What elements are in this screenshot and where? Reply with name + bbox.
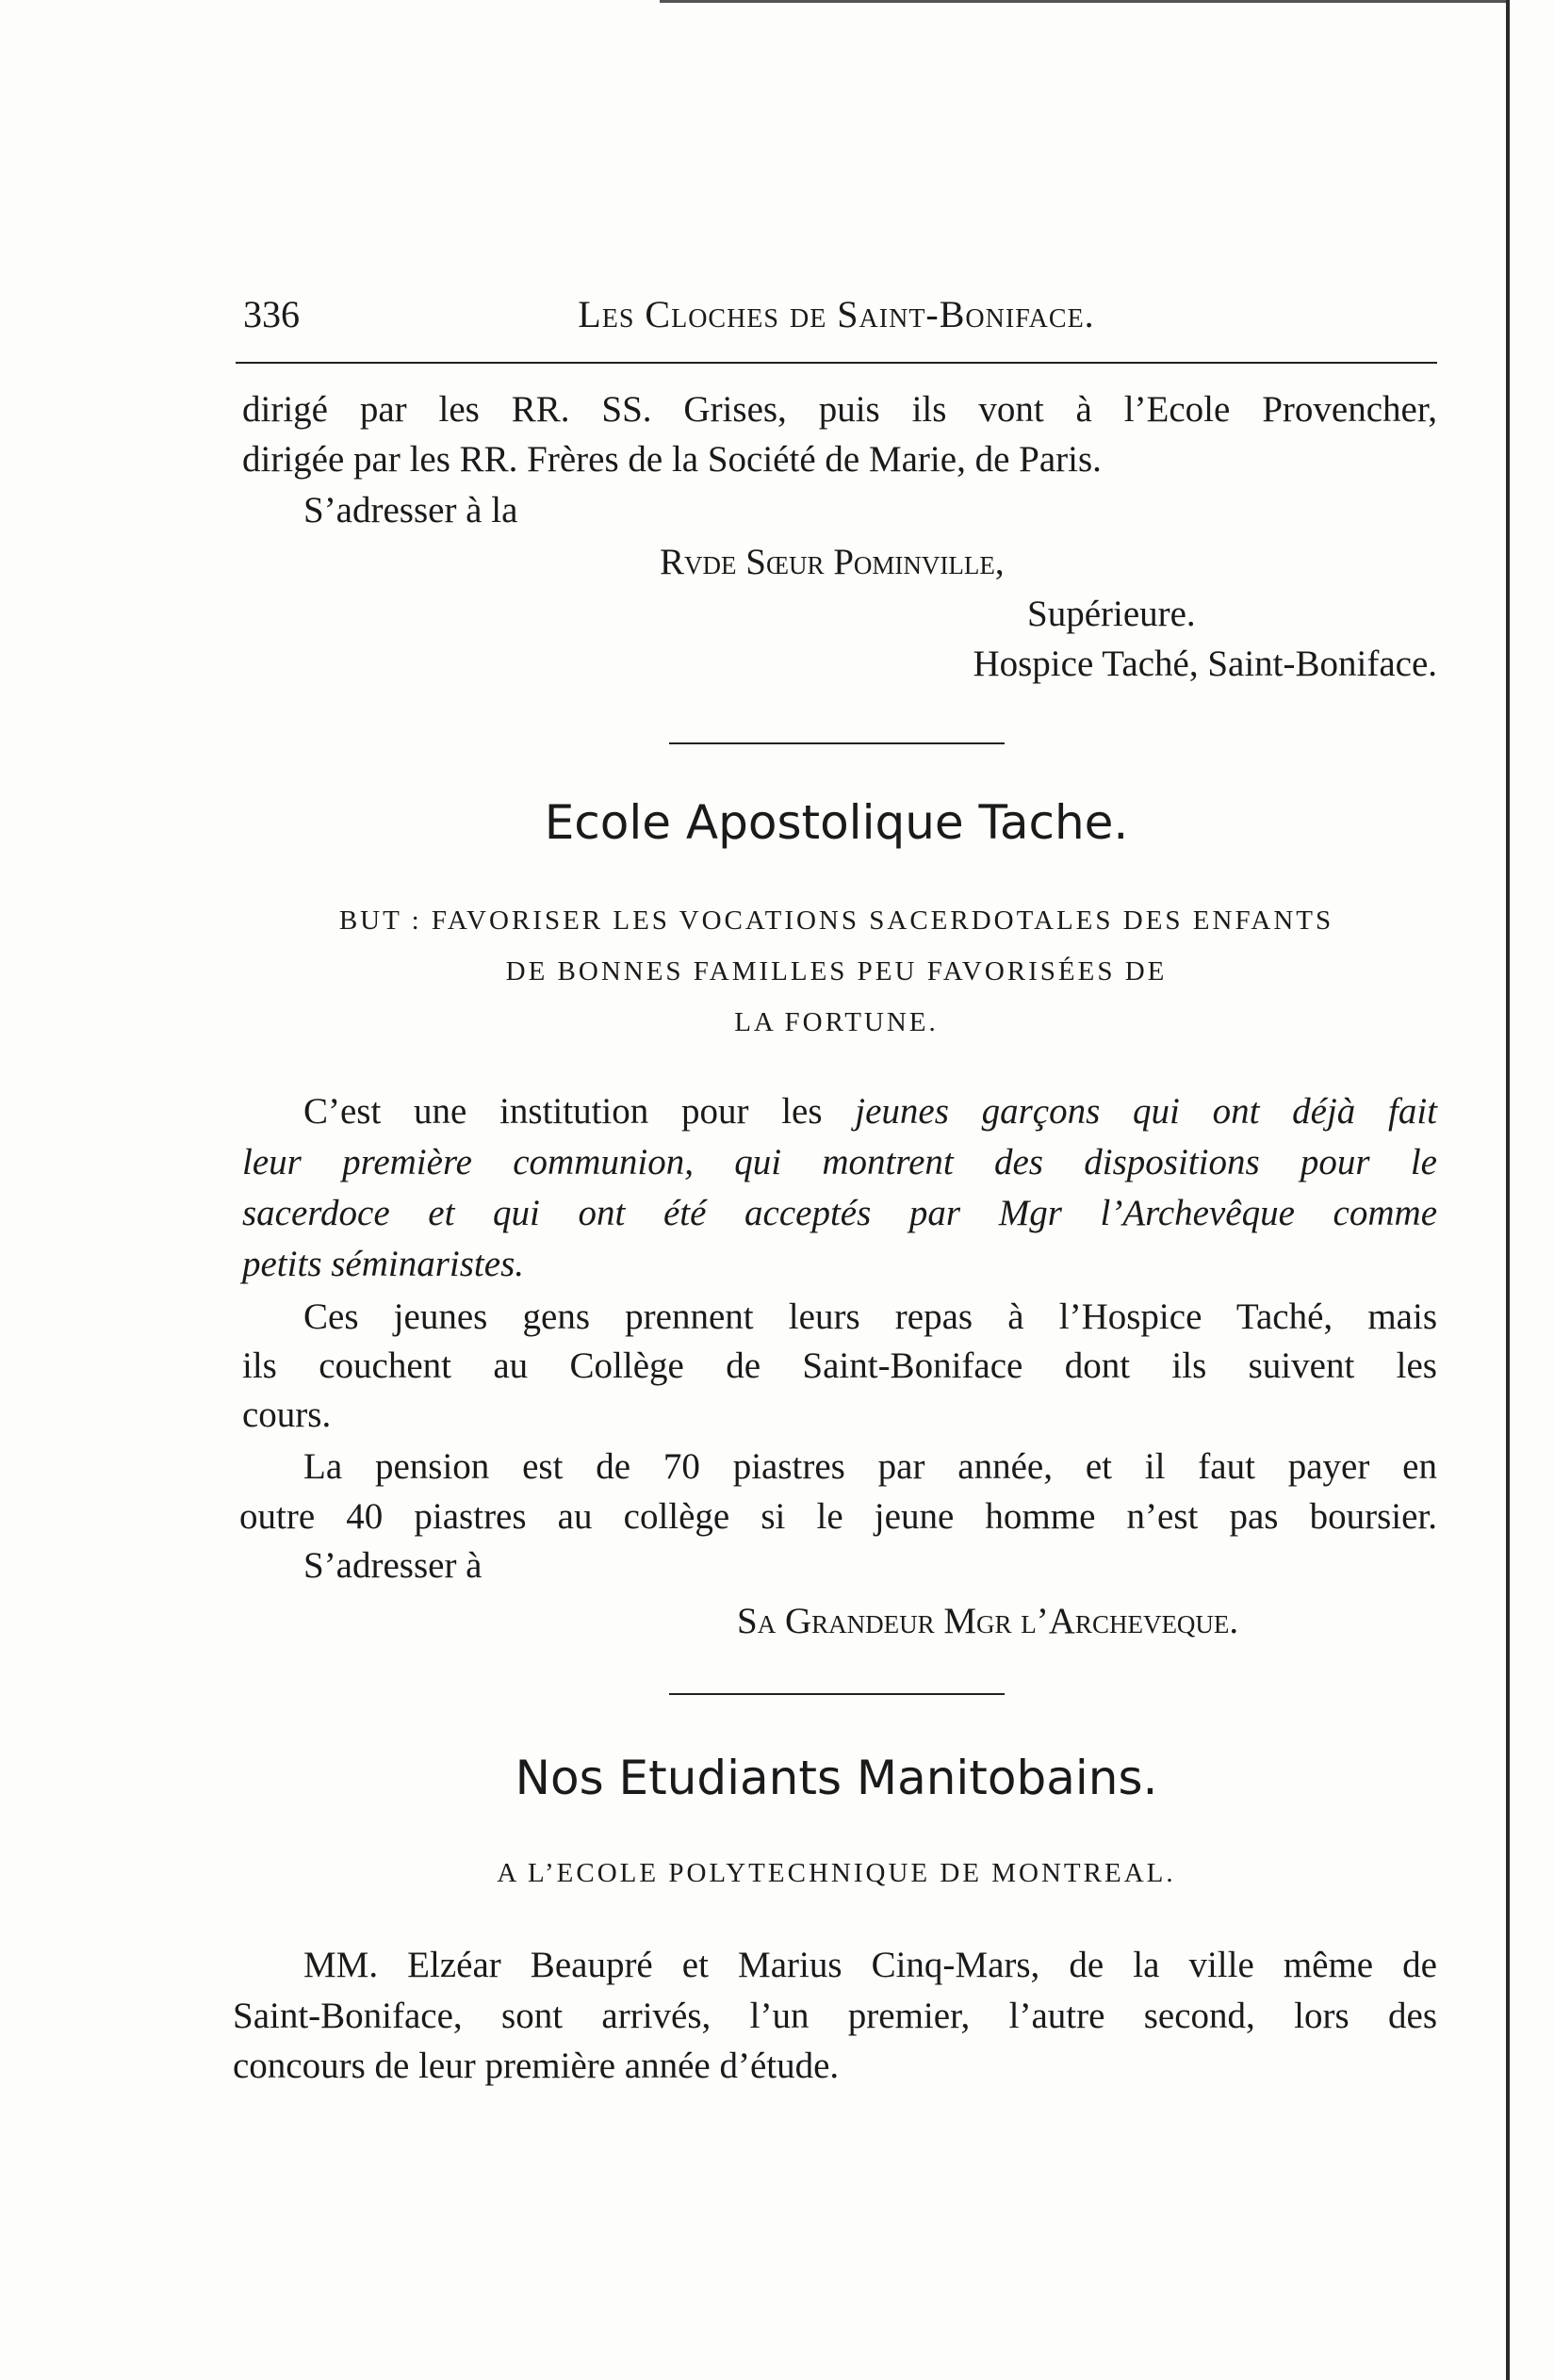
intro-line-1: dirigé par les RR. SS. Grises, puis ils vont à l’Ecole Provencher, [242,389,1437,430]
page-edge-right [1506,0,1510,2380]
paragraph-3-line-2: outre 40 piastres au collège si le jeune homme n’est pas boursier. [239,1496,1437,1537]
contact-place: Hospice Taché, Saint-Boniface. [973,644,1437,684]
intro-line-2: dirigée par les RR. Frères de la Société de Marie, de Paris. [242,439,1102,480]
section-divider-1 [669,742,1005,744]
paragraph-1-line-3: sacerdoce et qui ont été acceptés par Mgr l’Archevêque comme [242,1193,1437,1233]
address-intro-2: S’adresser à [303,1545,483,1586]
paragraph-1-line-1-italic: jeunes garçons qui ont déjà fait [855,1091,1438,1132]
paragraph-1-line-2: leur première communion, qui montrent des dispositions pour le [242,1142,1437,1182]
contact-name: Rvde Sœur Pominville, [660,542,1005,582]
page-number: 336 [243,293,300,335]
page-edge-top [660,0,1508,3]
section-heading-ecole-apostolique: Ecole Apostolique Tache. [544,795,1129,850]
running-title: Les Cloches de Saint-Boniface. [578,293,1095,335]
section-heading-etudiants: Nos Etudiants Manitobains. [515,1751,1158,1805]
paragraph-1-line-1-roman: C’est une institution pour les [303,1091,823,1132]
paragraph-2-line-2: ils couchent au Collège de Saint-Boniface dont ils suivent les [242,1345,1437,1386]
header-rule [236,362,1437,364]
paragraph-2-line-3: cours. [242,1394,332,1435]
paragraph-4-line-2: Saint-Boniface, sont arrivés, l’un premier, l’autre second, lors des [233,1996,1437,2036]
paragraph-4-line-3: concours de leur première année d’étude. [233,2046,840,2086]
goal-line-1: BUT : FAVORISER LES VOCATIONS SACERDOTALES DES ENFANTS [338,905,1334,936]
paragraph-1-line-4: petits séminaristes. [242,1244,524,1284]
subheading-polytechnique: A L’ECOLE POLYTECHNIQUE DE MONTREAL. [497,1858,1176,1888]
section-divider-2 [669,1693,1005,1695]
contact-title: Supérieure. [1027,594,1196,634]
contact-archbishop: Sa Grandeur Mgr l’Archeveque. [737,1601,1239,1641]
paragraph-1-line-1 [303,1093,1437,1130]
goal-line-3: LA FORTUNE. [734,1007,939,1037]
running-header [236,285,1437,341]
goal-line-2: DE BONNES FAMILLES PEU FAVORISÉES DE [505,956,1168,986]
paragraph-2-line-1: Ces jeunes gens prennent leurs repas à l’Hospice Taché, mais [303,1296,1437,1337]
paragraph-3-line-1: La pension est de 70 piastres par année, et il faut payer en [303,1446,1437,1487]
paragraph-4-line-1: MM. Elzéar Beaupré et Marius Cinq-Mars, de la ville même de [303,1945,1437,1985]
address-intro: S’adresser à la [303,490,518,530]
